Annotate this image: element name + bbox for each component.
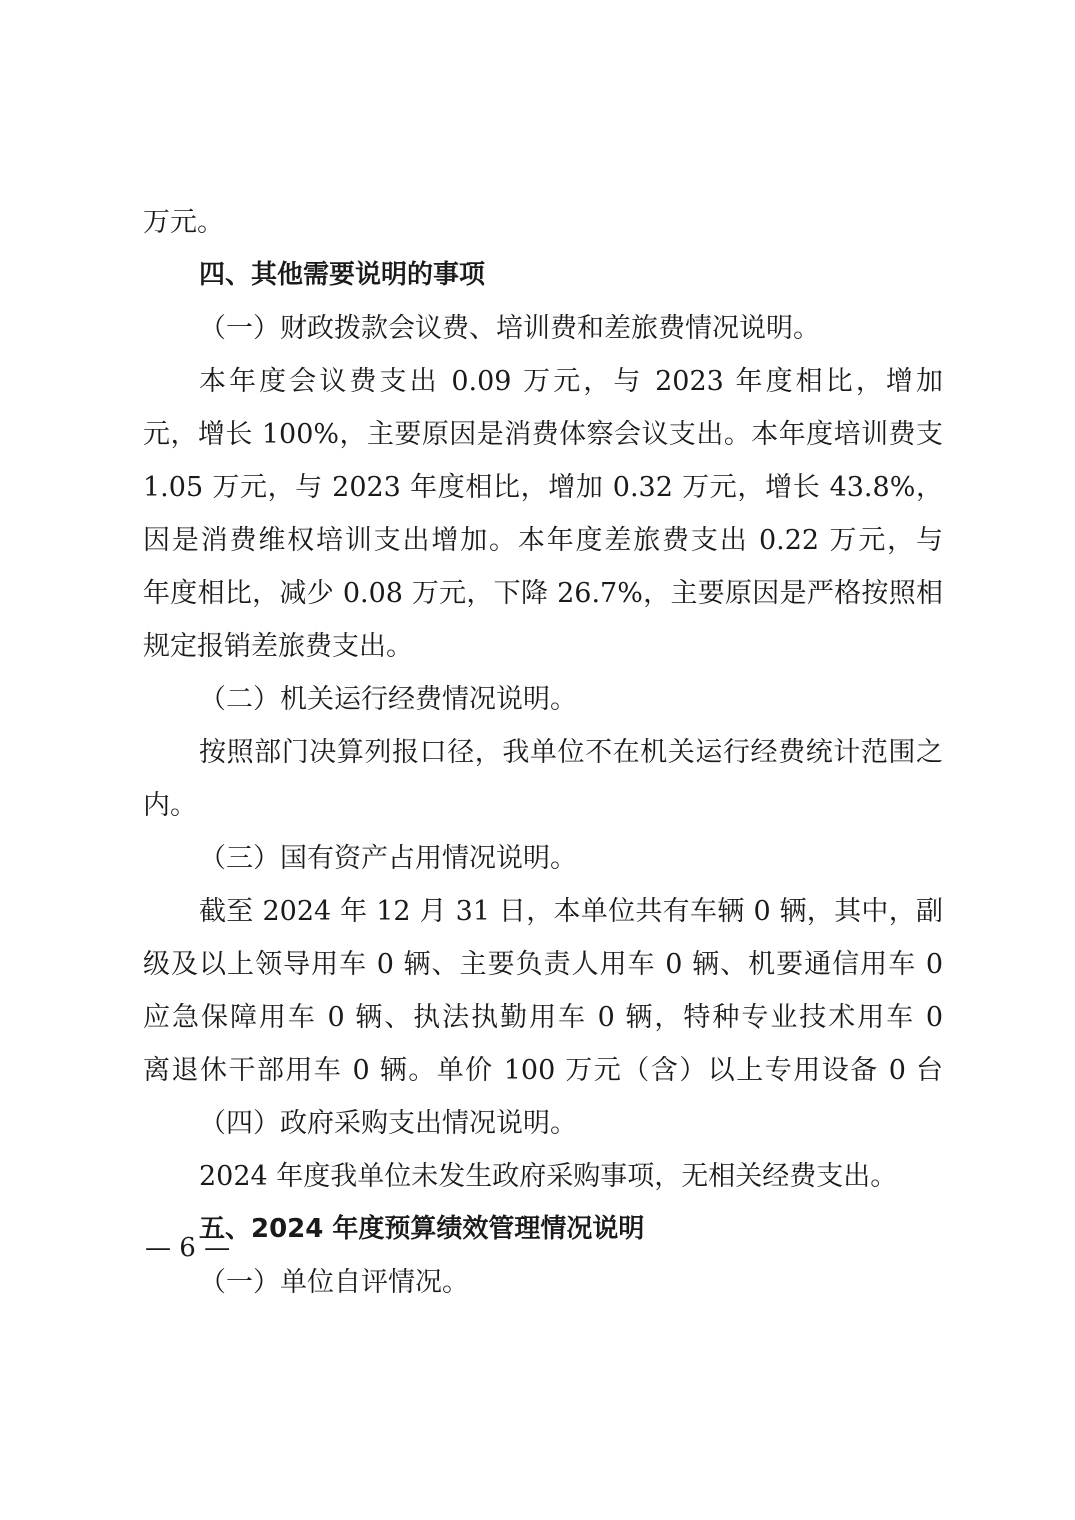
text-line: 万元。 bbox=[143, 207, 224, 238]
text-line: 规定报销差旅费支出。 bbox=[143, 631, 413, 662]
text-line: 2024 年度我单位未发生政府采购事项，无相关经费支出。 bbox=[199, 1161, 898, 1192]
subsection-heading-4-4: （四）政府采购支出情况说明。 bbox=[199, 1108, 577, 1139]
text-line: 元，增长 100%，主要原因是消费体察会议支出。本年度培训费支 bbox=[143, 419, 943, 450]
page-number: — 6 — bbox=[145, 1233, 231, 1263]
subsection-heading-5-1: （一）单位自评情况。 bbox=[199, 1267, 469, 1298]
text-line: 1.05 万元，与 2023 年度相比，增加 0.32 万元，增长 43.8%， bbox=[143, 472, 943, 503]
text-line: 应急保障用车 0 辆、执法执勤用车 0 辆，特种专业技术用车 0 bbox=[143, 1002, 943, 1033]
text-line: 本年度会议费支出 0.09 万元，与 2023 年度相比，增加 bbox=[199, 366, 943, 397]
text-line: 截至 2024 年 12 月 31 日，本单位共有车辆 0 辆，其中，副 bbox=[199, 896, 943, 927]
subsection-heading-4-2: （二）机关运行经费情况说明。 bbox=[199, 684, 577, 715]
text-line: 内。 bbox=[143, 790, 197, 821]
subsection-heading-4-3: （三）国有资产占用情况说明。 bbox=[199, 843, 577, 874]
section-heading-5: 五、2024 年度预算绩效管理情况说明 bbox=[199, 1214, 645, 1244]
text-line: 按照部门决算列报口径，我单位不在机关运行经费统计范围之 bbox=[199, 737, 943, 768]
section-heading-4: 四、其他需要说明的事项 bbox=[199, 260, 486, 290]
subsection-heading-4-1: （一）财政拨款会议费、培训费和差旅费情况说明。 bbox=[199, 313, 820, 344]
text-line: 因是消费维权培训支出增加。本年度差旅费支出 0.22 万元，与 bbox=[143, 525, 943, 556]
document-body bbox=[143, 196, 943, 1309]
text-line: 离退休干部用车 0 辆。单价 100 万元（含）以上专用设备 0 台 bbox=[143, 1055, 943, 1086]
text-line: 级及以上领导用车 0 辆、主要负责人用车 0 辆、机要通信用车 0 bbox=[143, 949, 943, 980]
text-line: 年度相比，减少 0.08 万元，下降 26.7%，主要原因是严格按照相 bbox=[143, 578, 943, 609]
